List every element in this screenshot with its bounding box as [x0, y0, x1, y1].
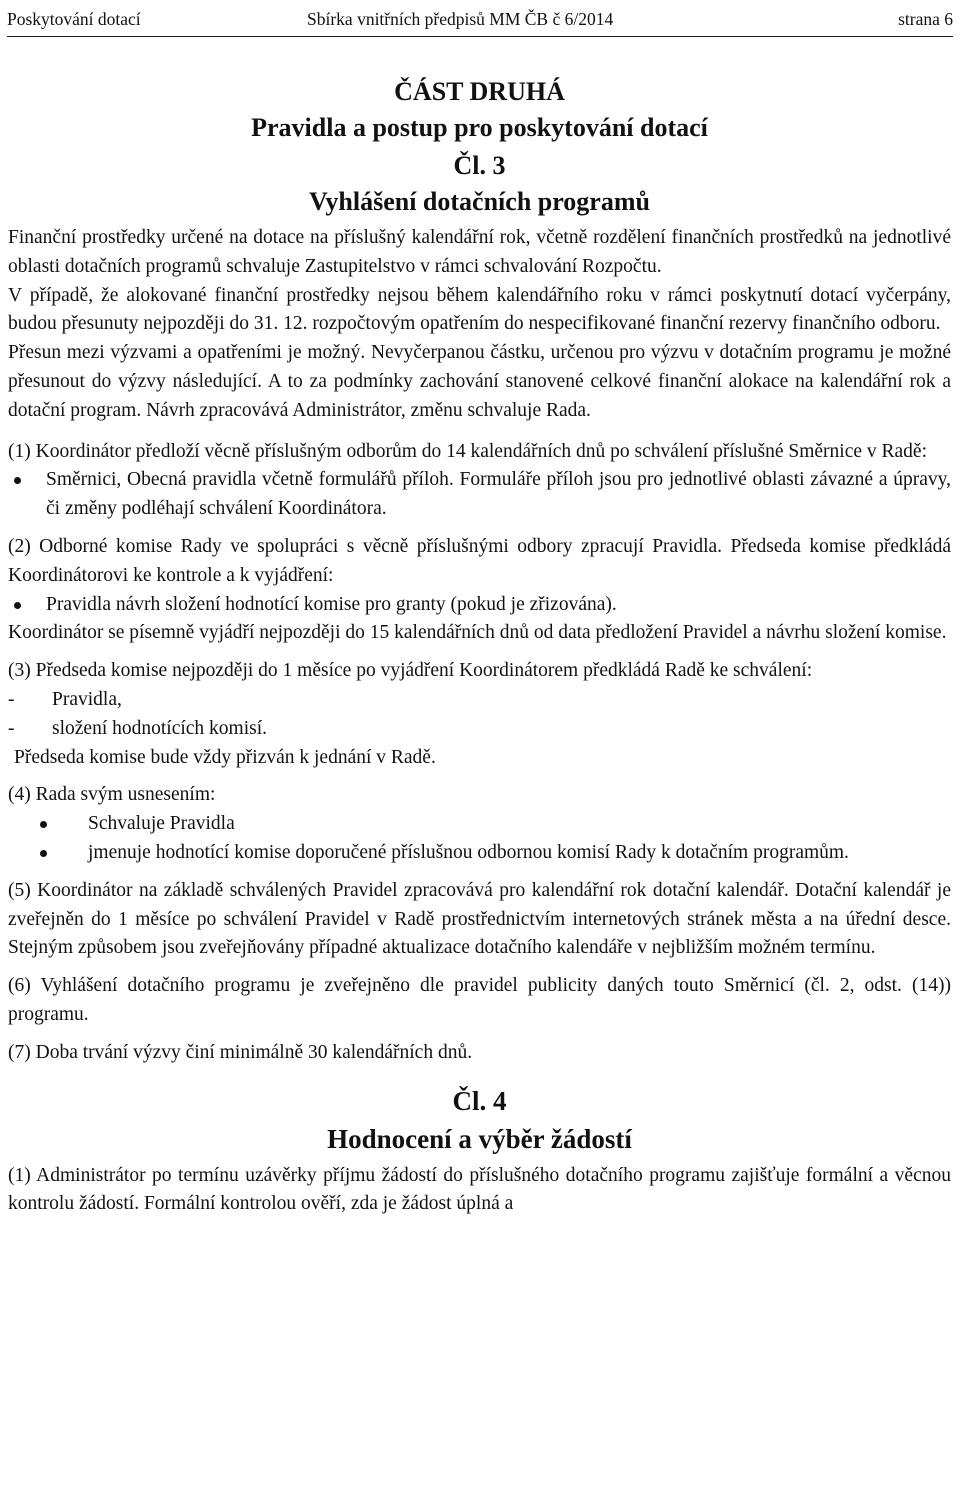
list-item: [8, 715, 951, 744]
article-4-title: Hodnocení a výběr žádostí: [327, 1123, 632, 1154]
article-3-paragraph-3-list: [8, 686, 951, 744]
list-item: [8, 686, 951, 715]
article-3-paragraph-2-list: [8, 591, 951, 620]
article-4-paragraph-1: (1) Administrátor po termínu uzávěrky příjmu žádostí do příslušného dotačního programu zajišťuje formální a věcnou kontrolu žádostí. Formální kontrolou ověří, zda je žádost úplná a: [8, 1164, 951, 1215]
article-3-paragraph-2: (2) Odborné komise Rady ve spolupráci s věcně příslušnými odbory zpracují Pravidla. Předseda komise předkládá Koordinátorovi ke kontrole a k vyjádření:: [8, 535, 951, 586]
list-item: Pravidla návrh složení hodnotící komise pro granty (pokud je zřizována).: [8, 591, 951, 620]
list-item-text: Pravidla,: [52, 688, 122, 710]
list-item: Směrnici, Obecná pravidla včetně formulářů příloh. Formuláře příloh jsou pro jednotlivé oblasti závazné a úpravy, či změny podléhají schválení Koordinátora.: [8, 466, 951, 524]
dash-marker: -: [8, 717, 15, 739]
list-item: jmenuje hodnotící komise doporučené příslušnou odbornou komisí Rady k dotačním programům.: [8, 839, 951, 868]
article-3-paragraph-4-list: [8, 810, 951, 868]
header-document-title: Poskytování dotací: [7, 9, 141, 29]
article-4: [8, 1082, 951, 1220]
list-item: Schvaluje Pravidla: [8, 810, 951, 839]
article-3-paragraph-3-followup: Předseda komise bude vždy přizván k jednání v Radě.: [14, 746, 436, 768]
article-3-intro-2: V případě, že alokované finanční prostředky nejsou během kalendářního roku v rámci poskytnutí dotací vyčerpány, budou přesunuty nejpozději do 31. 12. rozpočtovým opatřením do nespecifikované finanční rezervy finančního odboru.: [8, 284, 951, 335]
article-3-paragraph-4: (4) Rada svým usnesením:: [8, 784, 216, 806]
article-3-paragraph-5: (5) Koordinátor na základě schválených Pravidel zpracovává pro kalendářní rok dotační kalendář. Dotační kalendář je zveřejněn do 1 měsíce po schválení Pravidel v Radě prostřednictvím internetových stránek města a na úřední desce. Stejným způsobem jsou zveřejňovány případné aktualizace dotačního kalendáře v nejbližším možném termínu.: [8, 879, 951, 959]
part-subtitle: Pravidla a postup pro poskytování dotací: [251, 113, 708, 142]
article-4-number: Čl. 4: [452, 1085, 507, 1116]
article-3-paragraph-1: (1) Koordinátor předloží věcně příslušným odborům do 14 kalendářních dnů po schválení příslušné Směrnice v Radě:: [8, 440, 927, 462]
article-3-paragraph-3: (3) Předseda komise nejpozději do 1 měsíce po vyjádření Koordinátorem předkládá Radě ke schválení:: [8, 660, 813, 682]
article-3-paragraph-2-followup: Koordinátor se písemně vyjádří nejpozději do 15 kalendářních dnů od data předložení Pravidel a návrhu složení komise.: [8, 622, 947, 644]
article-3-paragraph-6: (6) Vyhlášení dotačního programu je zveřejněno dle pravidel publicity daných touto Směrnicí (čl. 2, odst. (14)) programu.: [8, 975, 951, 1025]
part-title: ČÁST DRUHÁ: [394, 77, 565, 106]
article-3-title: Vyhlášení dotačních programů: [309, 187, 650, 216]
article-3-intro-3: Přesun mezi výzvami a opatřeními je možný. Nevyčerpanou částku, určenou pro výzvu v dotačním programu je možné přesunout do výzvy následující. A to za podmínky zachování stanovené celkové finanční alokace na kalendářní rok a dotační program. Návrh zpracovává Administrátor, změnu schvaluje Rada.: [8, 342, 951, 421]
page-header: [7, 6, 953, 37]
list-item-text: složení hodnotících komisí.: [52, 717, 268, 739]
dash-marker: -: [8, 688, 15, 710]
article-3-intro-1: Finanční prostředky určené na dotace na příslušný kalendářní rok, včetně rozdělení finančních prostředků na jednotlivé oblasti dotačních programů schvaluje Zastupitelstvo v rámci schvalování Rozpočtu.: [8, 227, 951, 277]
header-collection-title: Sbírka vnitřních předpisů MM ČB č 6/2014: [307, 9, 614, 29]
article-3-number: Čl. 3: [453, 151, 506, 180]
document-body: [8, 74, 951, 1219]
header-page-number: strana 6: [898, 9, 953, 29]
article-3-paragraph-7: (7) Doba trvání výzvy činí minimálně 30 kalendářních dnů.: [8, 1041, 473, 1063]
article-3-paragraph-1-list: [8, 466, 951, 524]
